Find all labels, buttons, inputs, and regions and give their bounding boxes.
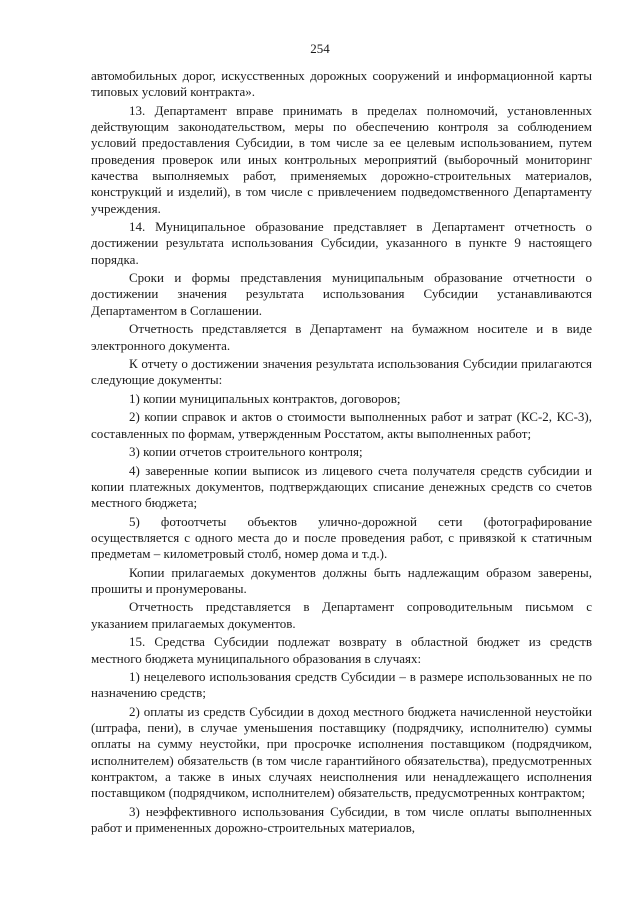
paragraph: Отчетность представляется в Департамент на бумажном носителе и в виде электронного документа. [91,321,592,353]
list-item: 3) копии отчетов строительного контроля; [129,444,363,460]
page-number: 254 [310,41,330,56]
document-body [91,68,592,839]
list-item: 3) неэффективного использования Субсидии, в том числе оплаты выполненных работ и примененных дорожно-строительных материалов, [91,803,592,836]
paragraph: 13. Департамент вправе принимать в пределах полномочий, установленных действующим законодательством, меры по обеспечению контроля за соблюдением условий предоставления Субсидии, в том числе за ее целевым использованием, путем проведения проверок или иных контрольных мероприятий (выборочный мониторинг качества выполняемых работ, применяемых дорожно-строительных материалов, конструкций и изделий), в том числе с привлечением подведомственного Департаменту учреждения. [91,102,592,216]
paragraph: 15. Средства Субсидии подлежат возврату в областной бюджет из средств местного бюджета муниципального образования в случаях: [91,634,592,666]
list-item: 2) копии справок и актов о стоимости выполненных работ и затрат (КС-2, КС-3), составленных по формам, утвержденным Росстатом, акты выполненных работ; [91,409,592,441]
list-item: 1) нецелевого использования средств Субсидии – в размере использованных не по назначению средств; [91,669,592,701]
list-item: 4) заверенные копии выписок из лицевого счета получателя средств субсидии и копии платежных документов, подтверждающих списание денежных средств со счетов местного бюджета; [91,462,592,511]
paragraph: Отчетность представляется в Департамент сопроводительным письмом с указанием прилагаемых документов. [91,599,592,631]
paragraph: 14. Муниципальное образование представляет в Департамент отчетность о достижении результата использования Субсидии, указанного в пункте 9 настоящего порядка. [91,219,592,267]
paragraph: автомобильных дорог, искусственных дорожных сооружений и информационной карты типовых условий контракта». [91,68,592,100]
paragraph: Сроки и формы представления муниципальным образование отчетности о достижении значения результата использования Субсидии устанавливаются Департаментом в Соглашении. [91,270,592,318]
paragraph: К отчету о достижении значения результата использования Субсидии прилагаются следующие документы: [91,355,592,388]
list-item: 1) копии муниципальных контрактов, договоров; [129,390,401,406]
paragraph: Копии прилагаемых документов должны быть надлежащим образом заверены, прошиты и пронумерованы. [91,564,592,596]
list-item: 2) оплаты из средств Субсидии в доход местного бюджета начисленной неустойки (штрафа, пени), в случае уменьшения поставщику (подрядчику, исполнителю) суммы оплаты на сумму неустойки, при просрочке исполнения поставщиком (подрядчиком, исполнителем) обязательств (в том числе гарантийного обязательства), предусмотренных контрактом, а также в иных случаях неисполнения или ненадлежащего исполнения поставщиком (подрядчиком, исполнителем) обязательств, предусмотренных контрактом; [91,703,592,801]
list-item: 5) фотоотчеты объектов улично-дорожной сети (фотографирование осуществляется с одного места до и после проведения работ, с привязкой к статичным предметам – километровый столб, номер дома и т.д.). [91,513,592,562]
